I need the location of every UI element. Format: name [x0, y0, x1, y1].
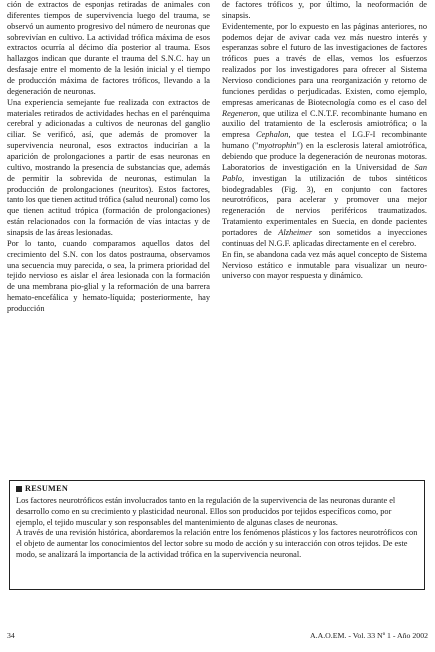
myotrophin-name: myotrophin [258, 141, 297, 151]
resumen-paragraph-1: Los factores neurotróficos están involucrados tanto en la regulación de la supervivencia de las neuronas durante el desarrollo como en su crecimiento y plasticidad neuronal. Ellos son producidos por tejidos específicos como, por ejemplo, el tejido muscular y son responsables del mantenimiento de algunas clases de neuronas. [16, 495, 396, 527]
cephalon-name: Cephalon [255, 130, 289, 140]
resumen-paragraph-2: A través de una revisión histórica, abordaremos la relación entre los fenómenos plásticos y los factores neurotróficos con el objeto de aumentar los conocimientos del lector sobre su modo de acción y su interacción con otros tejidos. De este modo, se analizará la importancia de la actividad trófica en la supervivencia neuronal. [16, 528, 418, 560]
page-footer [7, 631, 428, 640]
regeneron-name: Regeneron [222, 108, 258, 118]
journal-reference: A.A.O.EM. - Vol. 33 Nº 1 - Año 2002 [309, 631, 428, 640]
right-paragraph-3: En fin, se abandona cada vez más aquel concepto de Sistema Nervioso estático e inmutable para visualizar un neuro-universo con mayor respuesta y dinámico. [222, 249, 427, 281]
square-bullet-icon [16, 486, 22, 492]
resumen-heading [16, 484, 419, 495]
resumen-title: RESUMEN [25, 484, 69, 493]
right-paragraph-2 [222, 22, 427, 250]
alzheimer-name: Alzheimer [278, 228, 313, 238]
right-column [222, 0, 427, 282]
right-paragraph-2-text-e: , investigan la utilización de tubos sintéticos biodegradables (Fig. 3), en conjunto con factores neurotróficos, para acelerar y promover una mejor regeneración de nervios periféricos traumatizados. Tratamiento experimentales en Suecia, en donde pacientes portadores de [222, 173, 427, 238]
left-paragraph-3: Por lo tanto, cuando comparamos aquellos datos del crecimiento del S.N. con los datos postrauma, observamos una secuencia muy parecida, o sea, la primera prioridad del tejido nervioso es aislar el área lesionada con la formación de una membrana pio-glial y la reformación de una barrera hemato-encefálica y hemato-líquida; posteriormente, hay producción [7, 238, 210, 314]
right-paragraph-2-text-f: son sometidos a inyecciones continuas del N.G.F. aplicadas directamente en el cerebro. [222, 228, 427, 248]
right-paragraph-1: de factores tróficos y, por último, la neoformación de sinapsis. [222, 0, 427, 20]
san-pablo-name: San Pablo [222, 162, 427, 183]
left-paragraph-2: Una experiencia semejante fue realizada con extractos de materiales retirados de actividades hechas en el parénquima cerebral y adicionadas a cultivos de neuronas del ganglio ciliar. Se verificó, así, que además de promover la supervivencia neuronal, esos extractos inducirían a la aparición de prolongaciones a partir de esas neuronas en cultivo, mostrando la presencia de substancias que, además de permitir la sobrevida de neuronas, estimulan la producción de prolongaciones (neuritos). Estos factores, tanto los que tienen actitud trófica (salud neuronal) como los que tienen actitud trópica (formación de prolongaciones) están relacionados con la formación de vías intactas y de sinapsis de las áreas lesionadas. [7, 97, 210, 238]
right-paragraph-2-text-c: , que testea el I.G.F-I recombinante humano (" [222, 130, 427, 151]
resumen-box [9, 480, 425, 590]
right-paragraph-2-text-d: ") en la esclerosis lateral amiotrófica, debiendo que produce la degeneración de neuronas motoras. Laboratorios de investigación en la Universidad de [222, 141, 427, 172]
left-column [7, 0, 210, 315]
left-paragraph-1: ción de extractos de esponjas retiradas de animales con diferentes tiempos de supervivencia luego del trauma, se observó un aumento progresivo del número de neuronas que sobrevivían en cultivo. La actividad trófica máxima de esos extractos ocurría al décimo día posterior al trauma. Esos hallazgos indican que durante el trauma del S.N.C. hay un desfasaje entre el momento de la lesión inicial y el tiempo de producción máxima de factores tróficos, llevando a la degeneración de neuronas. [7, 0, 210, 96]
page-number: 34 [7, 631, 15, 640]
right-paragraph-2-text-b: , que utiliza el C.N.T.F. recombinante humano en auxilio del tratamiento de la esclerosis amiotrófica; o la empresa [222, 108, 427, 140]
right-paragraph-2-text-a: Evidentemente, por lo expuesto en las páginas anteriores, no podemos dejar de avivar cada vez más nuestro interés y esperanzas sobre el futuro de las investigaciones de factores tróficos pues a través de ellas, vemos los esfuerzos realizados por los investigadores para ofrecer al Sistema Nervioso condiciones para una reorganización y retorno de funciones perdidas o perjudicadas. Existen, como ejemplo, empresas americanas de Biotecnología como es el caso del [222, 21, 427, 107]
